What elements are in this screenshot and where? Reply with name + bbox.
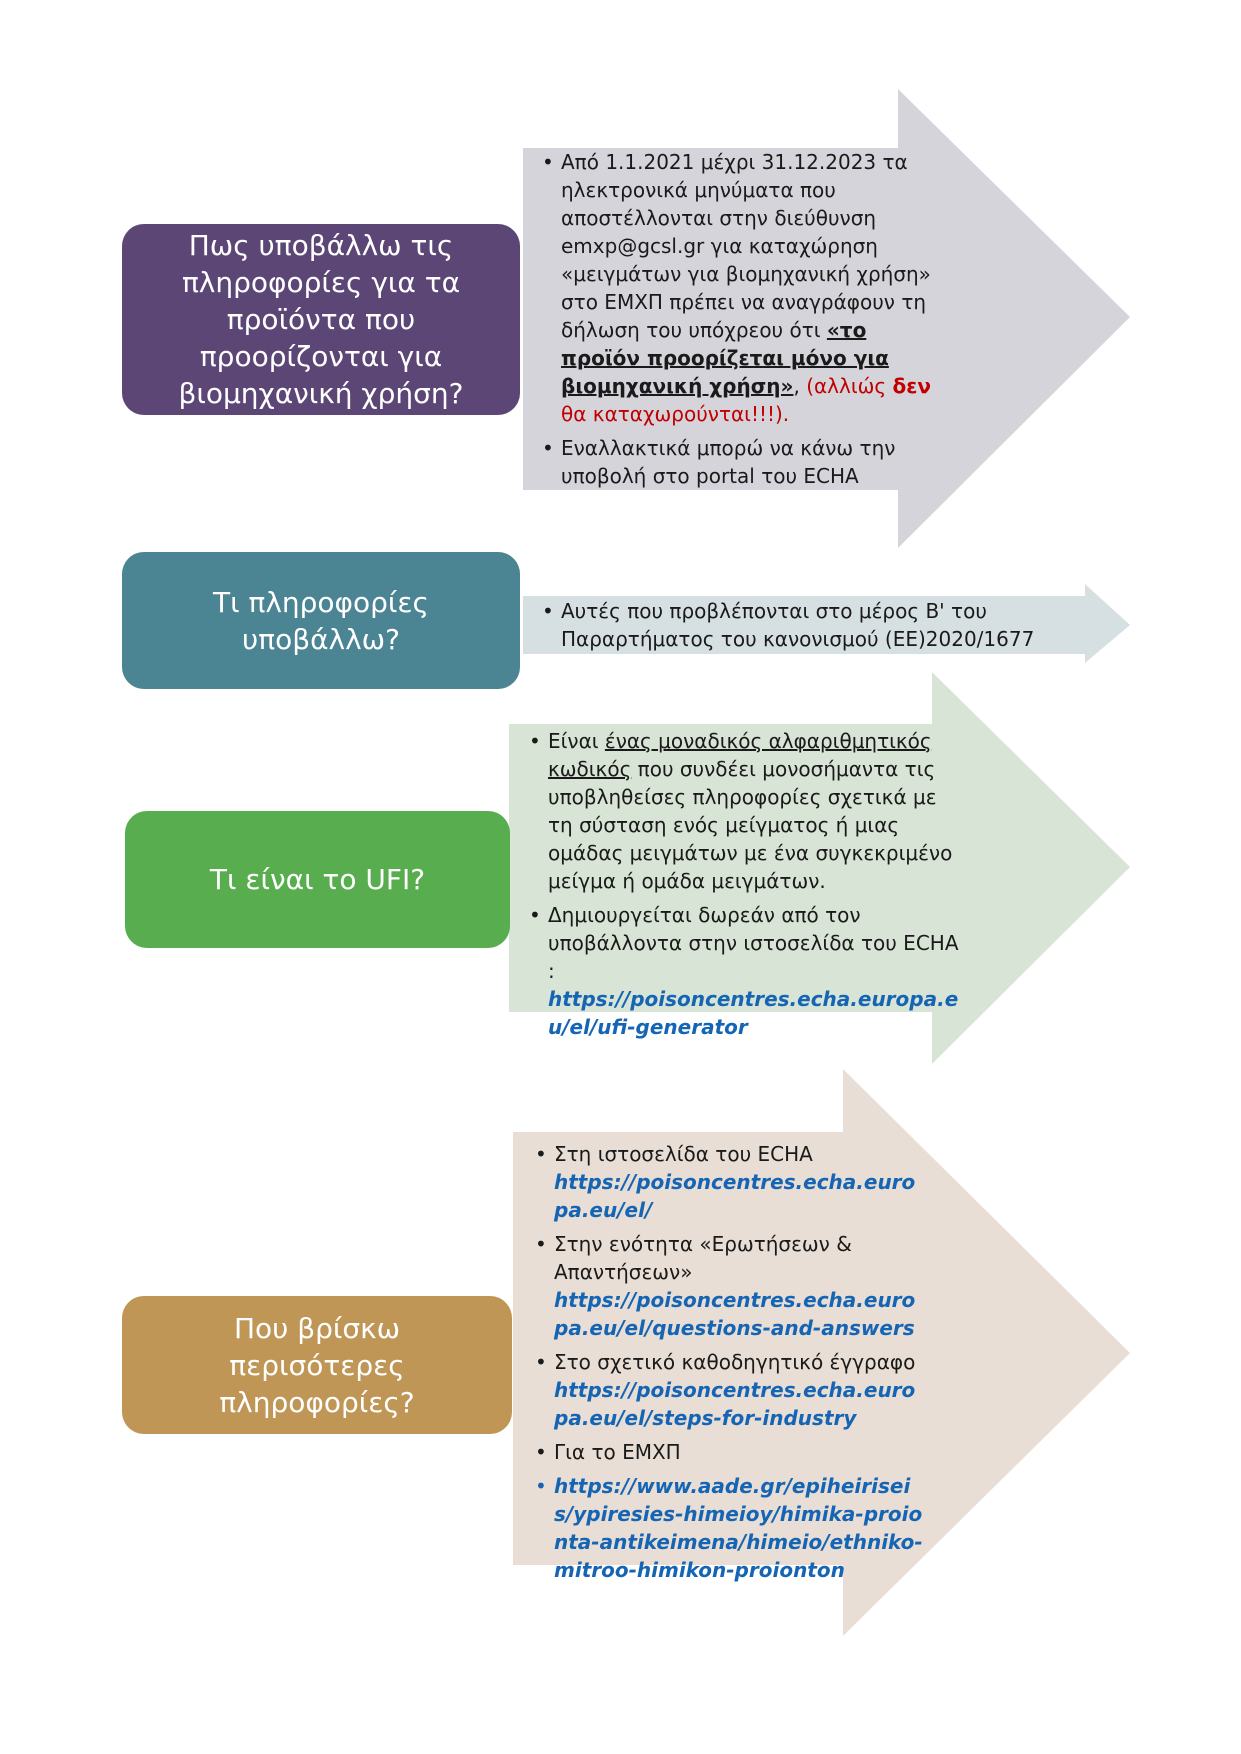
answer-3-list [527,727,967,1041]
question-box-3 [125,811,510,948]
faq-link[interactable]: https://poisoncentres.echa.europa.eu/el/questions-and-answers [554,1288,916,1340]
answer-4-item-5 [554,1472,923,1584]
answer-2-item-1: • Αυτές που προβλέπονται στο μέρος Β' του Παραρτήματος του κανονισμού (ΕΕ)2020/1677 [561,597,1060,653]
answer-box-4 [533,1140,923,1590]
warning-text: (αλλιώς δεν θα καταχωρούνται!!!). [561,374,931,426]
emphasis-text: «το προϊόν προορίζεται μόνο για βιομηχανική χρήση» [561,318,889,398]
question-box-4 [122,1296,512,1434]
echa-home-link[interactable]: https://poisoncentres.echa.europa.eu/el/ [554,1170,916,1222]
answer-1-list [540,148,940,490]
ufi-definition-underlined: ένας μοναδικός αλφαριθμητικός κωδικός [548,729,932,781]
answer-4-item-1: • Στη ιστοσελίδα του ECHA https://poisoncentres.echa.europa.eu/el/ [554,1140,923,1224]
answer-box-2 [540,597,1060,659]
answer-4-item-4: • Για το ΕΜΧΠ [554,1438,923,1466]
aade-link[interactable]: https://www.aade.gr/epiheiriseis/ypiresies-himeioy/himika-proionta-antikeimena/himeio/ethniko-mitroo-himikon-proionton [554,1474,923,1582]
answer-4-list [533,1140,923,1584]
steps-for-industry-link[interactable]: https://poisoncentres.echa.europa.eu/el/steps-for-industry [554,1378,916,1430]
answer-2-list [540,597,1060,653]
answer-3-item-2: • Δημιουργείται δωρεάν από τον υποβάλλοντα στην ιστοσελίδα του ECHA : https://poisoncentres.echa.europa.eu/el/ufi-generator [548,901,967,1041]
answer-3-item-1: • Είναι ένας μοναδικός αλφαριθμητικός κωδικός που συνδέει μονοσήμαντα τις υποβληθείσες πληροφορίες σχετικά με τη σύσταση ενός μείγματος ή μιας ομάδας μειγμάτων με ένα συγκεκριμένο μείγμα ή ομάδα μειγμάτων. [548,727,967,895]
question-1-text: Πως υποβάλλω τις πληροφορίες για τα προϊόντα που προορίζονται για βιομηχανική χρήση? [178,229,464,410]
question-box-1 [122,224,520,415]
answer-4-item-3: • Στο σχετικό καθοδηγητικό έγγραφο https://poisoncentres.echa.europa.eu/el/steps-for-industry [554,1348,923,1432]
question-2-text: Τι πληροφορίες υποβάλλω? [213,585,429,656]
question-4-text: Που βρίσκω περισότερες πληροφορίες? [219,1311,415,1419]
answer-1-item-1: • Από 1.1.2021 μέχρι 31.12.2023 τα ηλεκτρονικά μηνύματα που αποστέλλονται στην διεύθυνση emxp@gcsl.gr για καταχώρηση «μειγμάτων για βιομηχανική χρήση» στο ΕΜΧΠ πρέπει να αναγράφουν τη δήλωση του υπόχρεου ότι «το προϊόν προορίζεται μόνο για βιομηχανική χρήση», (αλλιώς δεν θα καταχωρούνται!!!). [561,148,940,428]
answer-box-3 [527,727,967,1047]
answer-4-item-2: • Στην ενότητα «Ερωτήσεων & Απαντήσεων» https://poisoncentres.echa.europa.eu/el/questions-and-answers [554,1230,923,1342]
question-3-text: Τι είναι το UFI? [209,863,426,896]
answer-1-item-2: • Εναλλακτικά μπορώ να κάνω την υποβολή στο portal του ECHA [561,434,940,490]
question-box-2 [122,552,520,689]
answer-box-1 [540,148,940,496]
ufi-generator-link[interactable]: https://poisoncentres.echa.europa.eu/el/ufi-generator [548,987,959,1039]
